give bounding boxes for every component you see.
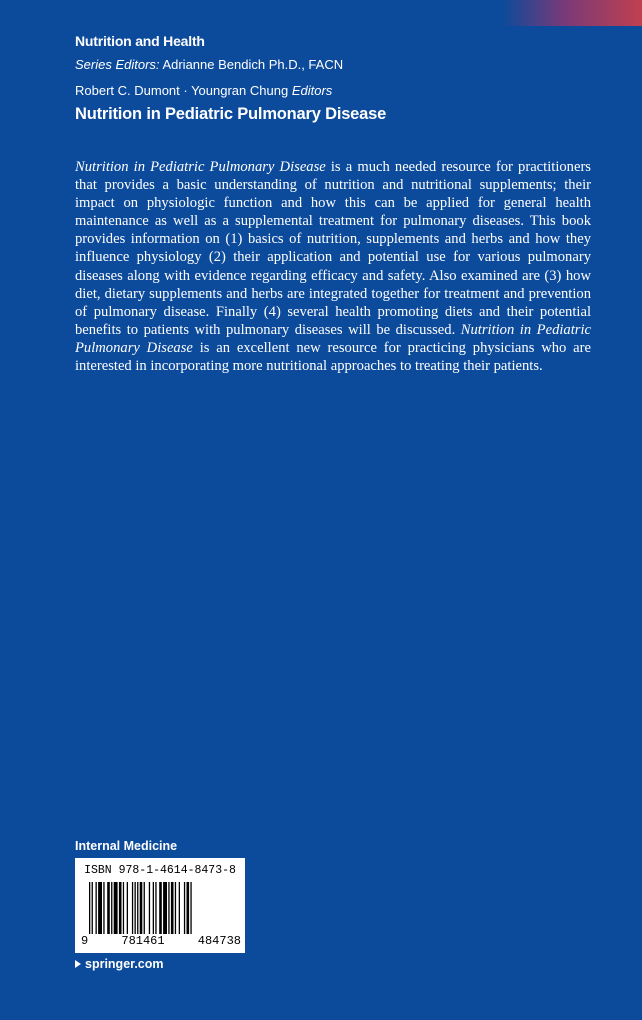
publisher-url: springer.com [85,957,164,971]
isbn-barcode [75,858,245,953]
ean-digits [81,934,241,948]
series-editors [75,57,343,72]
series-title: Nutrition and Health [75,33,205,49]
book-description-text-1: is a much needed resource for practitioners that provides a basic understanding of nutrition and nutritional supplements; their impact on physiologic function and how this can be applied for general health maintenance as well as a supplemental treatment for pulmonary diseases. This book provides information on (1) basics of nutrition, supplements and herbs and how they influence physiology (2) their application and potential use for various pulmonary diseases along with evidence regarding efficacy and safety. Also examined are (3) how diet, dietary supplements and herbs are integrated together for treatment and prevention of pulmonary disease. Finally (4) several health promoting diets and their potential benefits to patients with pulmonary diseases will be discussed. [75,159,591,338]
book-description-title-2: Nutrition in Pediatric Pulmonary Disease [75,321,591,356]
book-editors-role: Editors [291,83,333,98]
book-description-text-2: is an excellent new resource for practicing physicians who are interested in incorporating more nutritional approaches to treating their patients. [75,339,591,375]
ean-digit-group-left: 781461 [121,934,165,948]
isbn-label: ISBN 978-1-4614-8473-8 [84,864,236,877]
book-description-title-1: Nutrition in Pediatric Pulmonary Disease [75,159,326,175]
arrow-right-icon [75,960,81,968]
publisher-link[interactable] [75,957,164,971]
series-editors-names: Adrianne Bendich Ph.D., FACN [162,57,344,72]
book-title: Nutrition in Pediatric Pulmonary Disease [75,105,387,123]
book-editors [75,83,332,98]
ean-digit-group-right: 484738 [197,934,241,948]
ean-digit-prefix: 9 [81,934,89,948]
corner-accent-stripe [502,0,642,26]
series-editors-label: Series Editors: [75,57,160,72]
subject-category: Internal Medicine [75,839,178,853]
book-editors-names: Robert C. Dumont · Youngran Chung [75,83,289,98]
book-description [75,158,591,375]
barcode-bars [87,882,233,936]
